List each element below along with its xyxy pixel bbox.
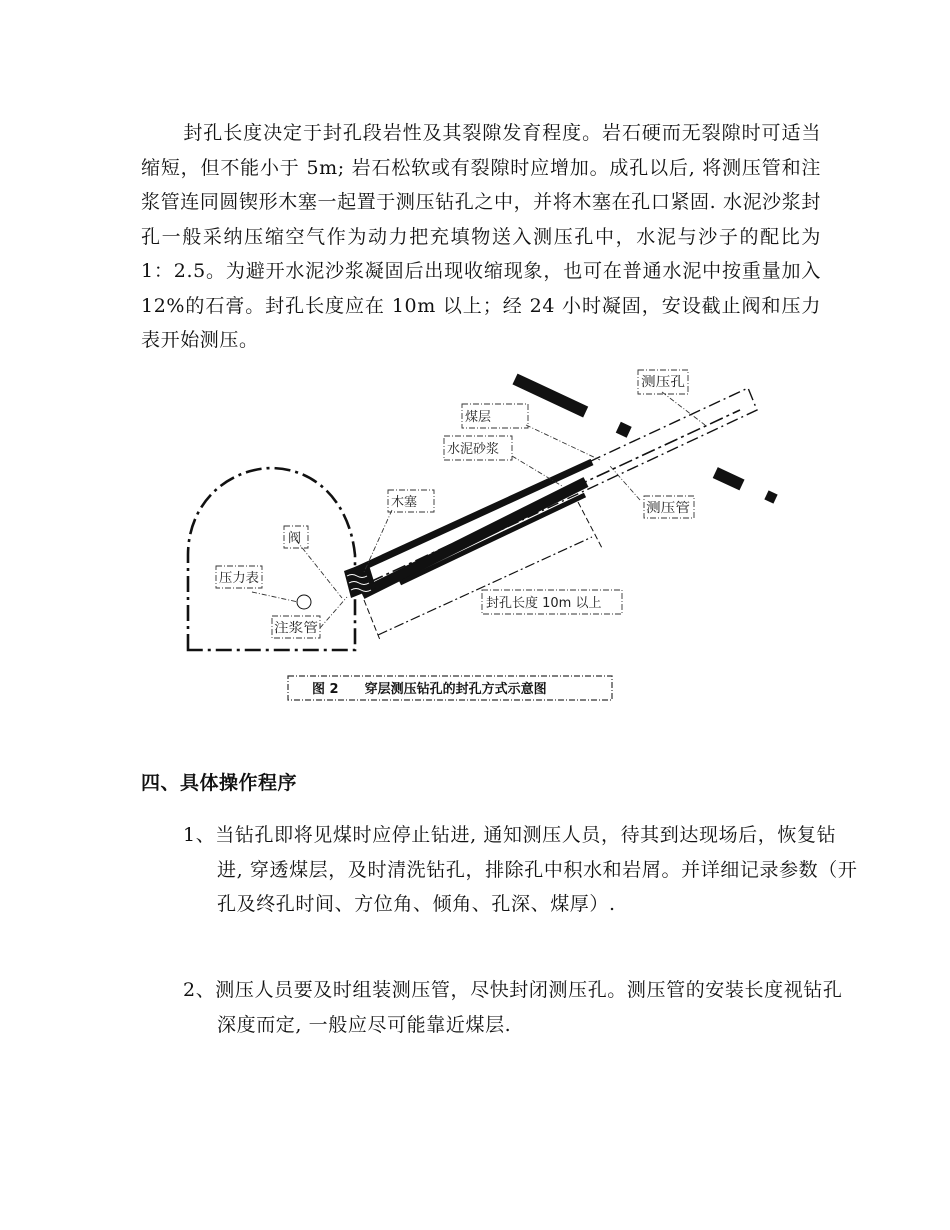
label-grout-pipe: 注浆管 (274, 621, 314, 636)
leader-coal-seam (526, 425, 600, 460)
list-item-1-number: 1、 (183, 824, 216, 846)
label-cement-mortar: 水泥砂浆 (447, 442, 500, 457)
list-item-2-text: 测压人员要及时组装测压管，尽快封闭测压孔。测压管的安装长度视钻孔深度而定, 一般应尽可能靠近煤层. (215, 979, 843, 1036)
leader-valve (296, 540, 342, 598)
seal-length-dimension (378, 537, 592, 635)
mortar-fill-upper (350, 462, 592, 573)
leader-pressure-gauge (252, 592, 298, 602)
figure-caption: 图 2 穿层测压钻孔的封孔方式示意图 (312, 682, 547, 697)
intro-text: 封孔长度决定于封孔段岩性及其裂隙发育程度。岩石硬而无裂隙时可适当缩短，但不能小于 5m; 岩石松软或有裂隙时应增加。成孔以后, 将测压管和注浆管连同圆锲形木塞一起置于测压钻孔之中，并将木塞在孔口紧固. 水泥沙浆封孔一般采纳压缩空气作为动力把充填物送入测压孔中，水泥与沙子的配比为 1：2.5。为避开水泥沙浆凝固后出现收缩现象，也可在普通水泥中按重量加入 12%的石膏。封孔长度应在 10m 以上；经 24 小时凝固，安设截止阀和压力表开始测压。 (141, 122, 821, 351)
borehole-sealing-diagram (0, 360, 950, 705)
leader-test-hole (662, 392, 705, 425)
list-item-2-number: 2、 (183, 979, 216, 1001)
valve-circle (297, 595, 311, 609)
dimension-extension-left (364, 600, 380, 640)
list-item-2 (183, 973, 862, 1042)
label-valve: 阀 (288, 531, 302, 546)
label-test-pipe: 测压管 (646, 501, 690, 516)
label-coal-seam: 煤层 (465, 410, 492, 425)
coal-seam-fragment (764, 490, 777, 503)
label-pressure-gauge: 压力表 (219, 571, 259, 586)
list-item-1 (183, 818, 862, 922)
label-wood-plug: 木塞 (391, 495, 418, 510)
leader-test-pipe (610, 466, 640, 500)
list-item-1-text: 当钻孔即将见煤时应停止钻进, 通知测压人员，待其到达现场后，恢复钻进, 穿透煤层，及时清洗钻孔，排除孔中积水和岩屑。并详细记录参数（开孔及终孔时间、方位角、倾角、孔深、煤厚）. (215, 824, 858, 915)
leader-grout-pipe (320, 597, 347, 628)
roadway-outline (188, 468, 355, 650)
dimension-extension-right (578, 502, 602, 548)
intro-paragraph (141, 116, 821, 358)
label-seal-length: 封孔长度 10m 以上 (486, 596, 602, 611)
section-heading: 四、具体操作程序 (141, 772, 298, 794)
coal-seam-band (515, 379, 742, 485)
label-test-hole: 测压孔 (641, 375, 681, 390)
